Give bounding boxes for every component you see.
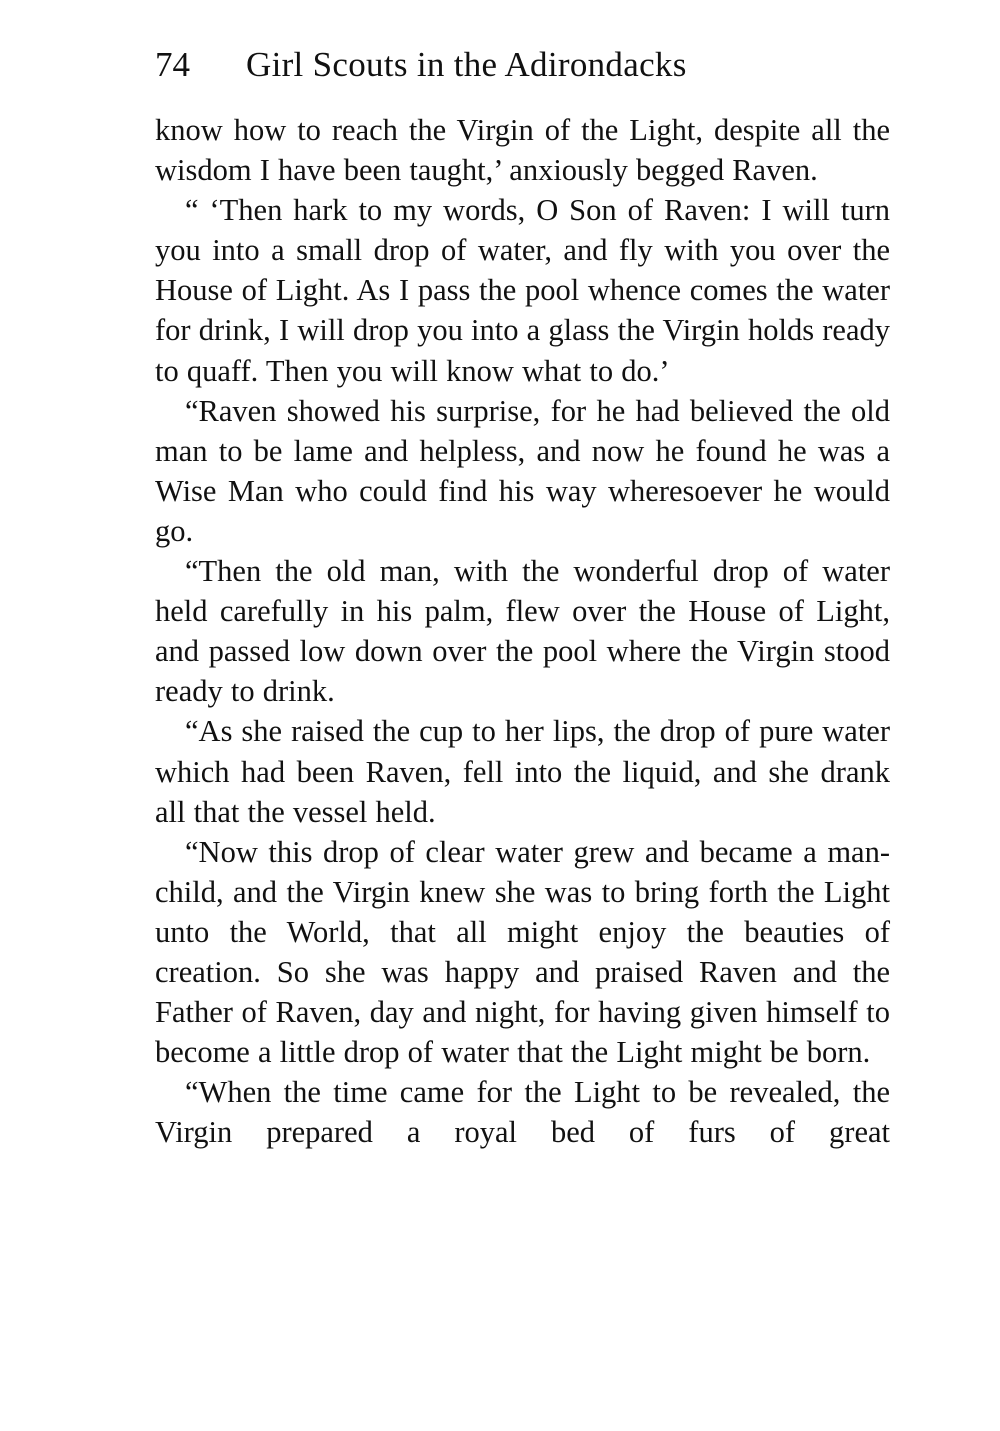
paragraph-continued: know how to reach the Virgin of the Light, despite all the wisdom I have been taught,’ anxiously begged Raven.	[155, 113, 890, 188]
paragraph: “Now this drop of clear water grew and became a man-child, and the Virgin knew she was to bring forth the Light unto the World, that all might enjoy the beauties of creation. So she was happy and praised Raven and the Father of Raven, day and night, for having given himself to become a little drop of water that the Light might be born.	[155, 834, 890, 1070]
page-number: 74	[155, 45, 190, 84]
book-title: Girl Scouts in the Adirondacks	[246, 45, 687, 84]
paragraph: “ ‘Then hark to my words, O Son of Raven: I will turn you into a small drop of water, and fly with you over the House of Light. As I pass the pool whence comes the water for drink, I will drop you into a glass the Virgin holds ready to quaff. Then you will know what to do.’	[155, 193, 890, 388]
body-text	[155, 110, 890, 1152]
paragraph-continues: “When the time came for the Light to be revealed, the Virgin prepared a royal bed of furs of great	[155, 1075, 890, 1150]
paragraph: “Then the old man, with the wonderful drop of water held carefully in his palm, flew over the House of Light, and passed low down over the pool where the Virgin stood ready to drink.	[155, 554, 890, 709]
paragraph: “Raven showed his surprise, for he had believed the old man to be lame and helpless, and now he found he was a Wise Man who could find his way wheresoever he would go.	[155, 393, 890, 548]
paragraph: “As she raised the cup to her lips, the drop of pure water which had been Raven, fell into the liquid, and she drank all that the vessel held.	[155, 714, 890, 829]
running-head	[155, 40, 895, 90]
